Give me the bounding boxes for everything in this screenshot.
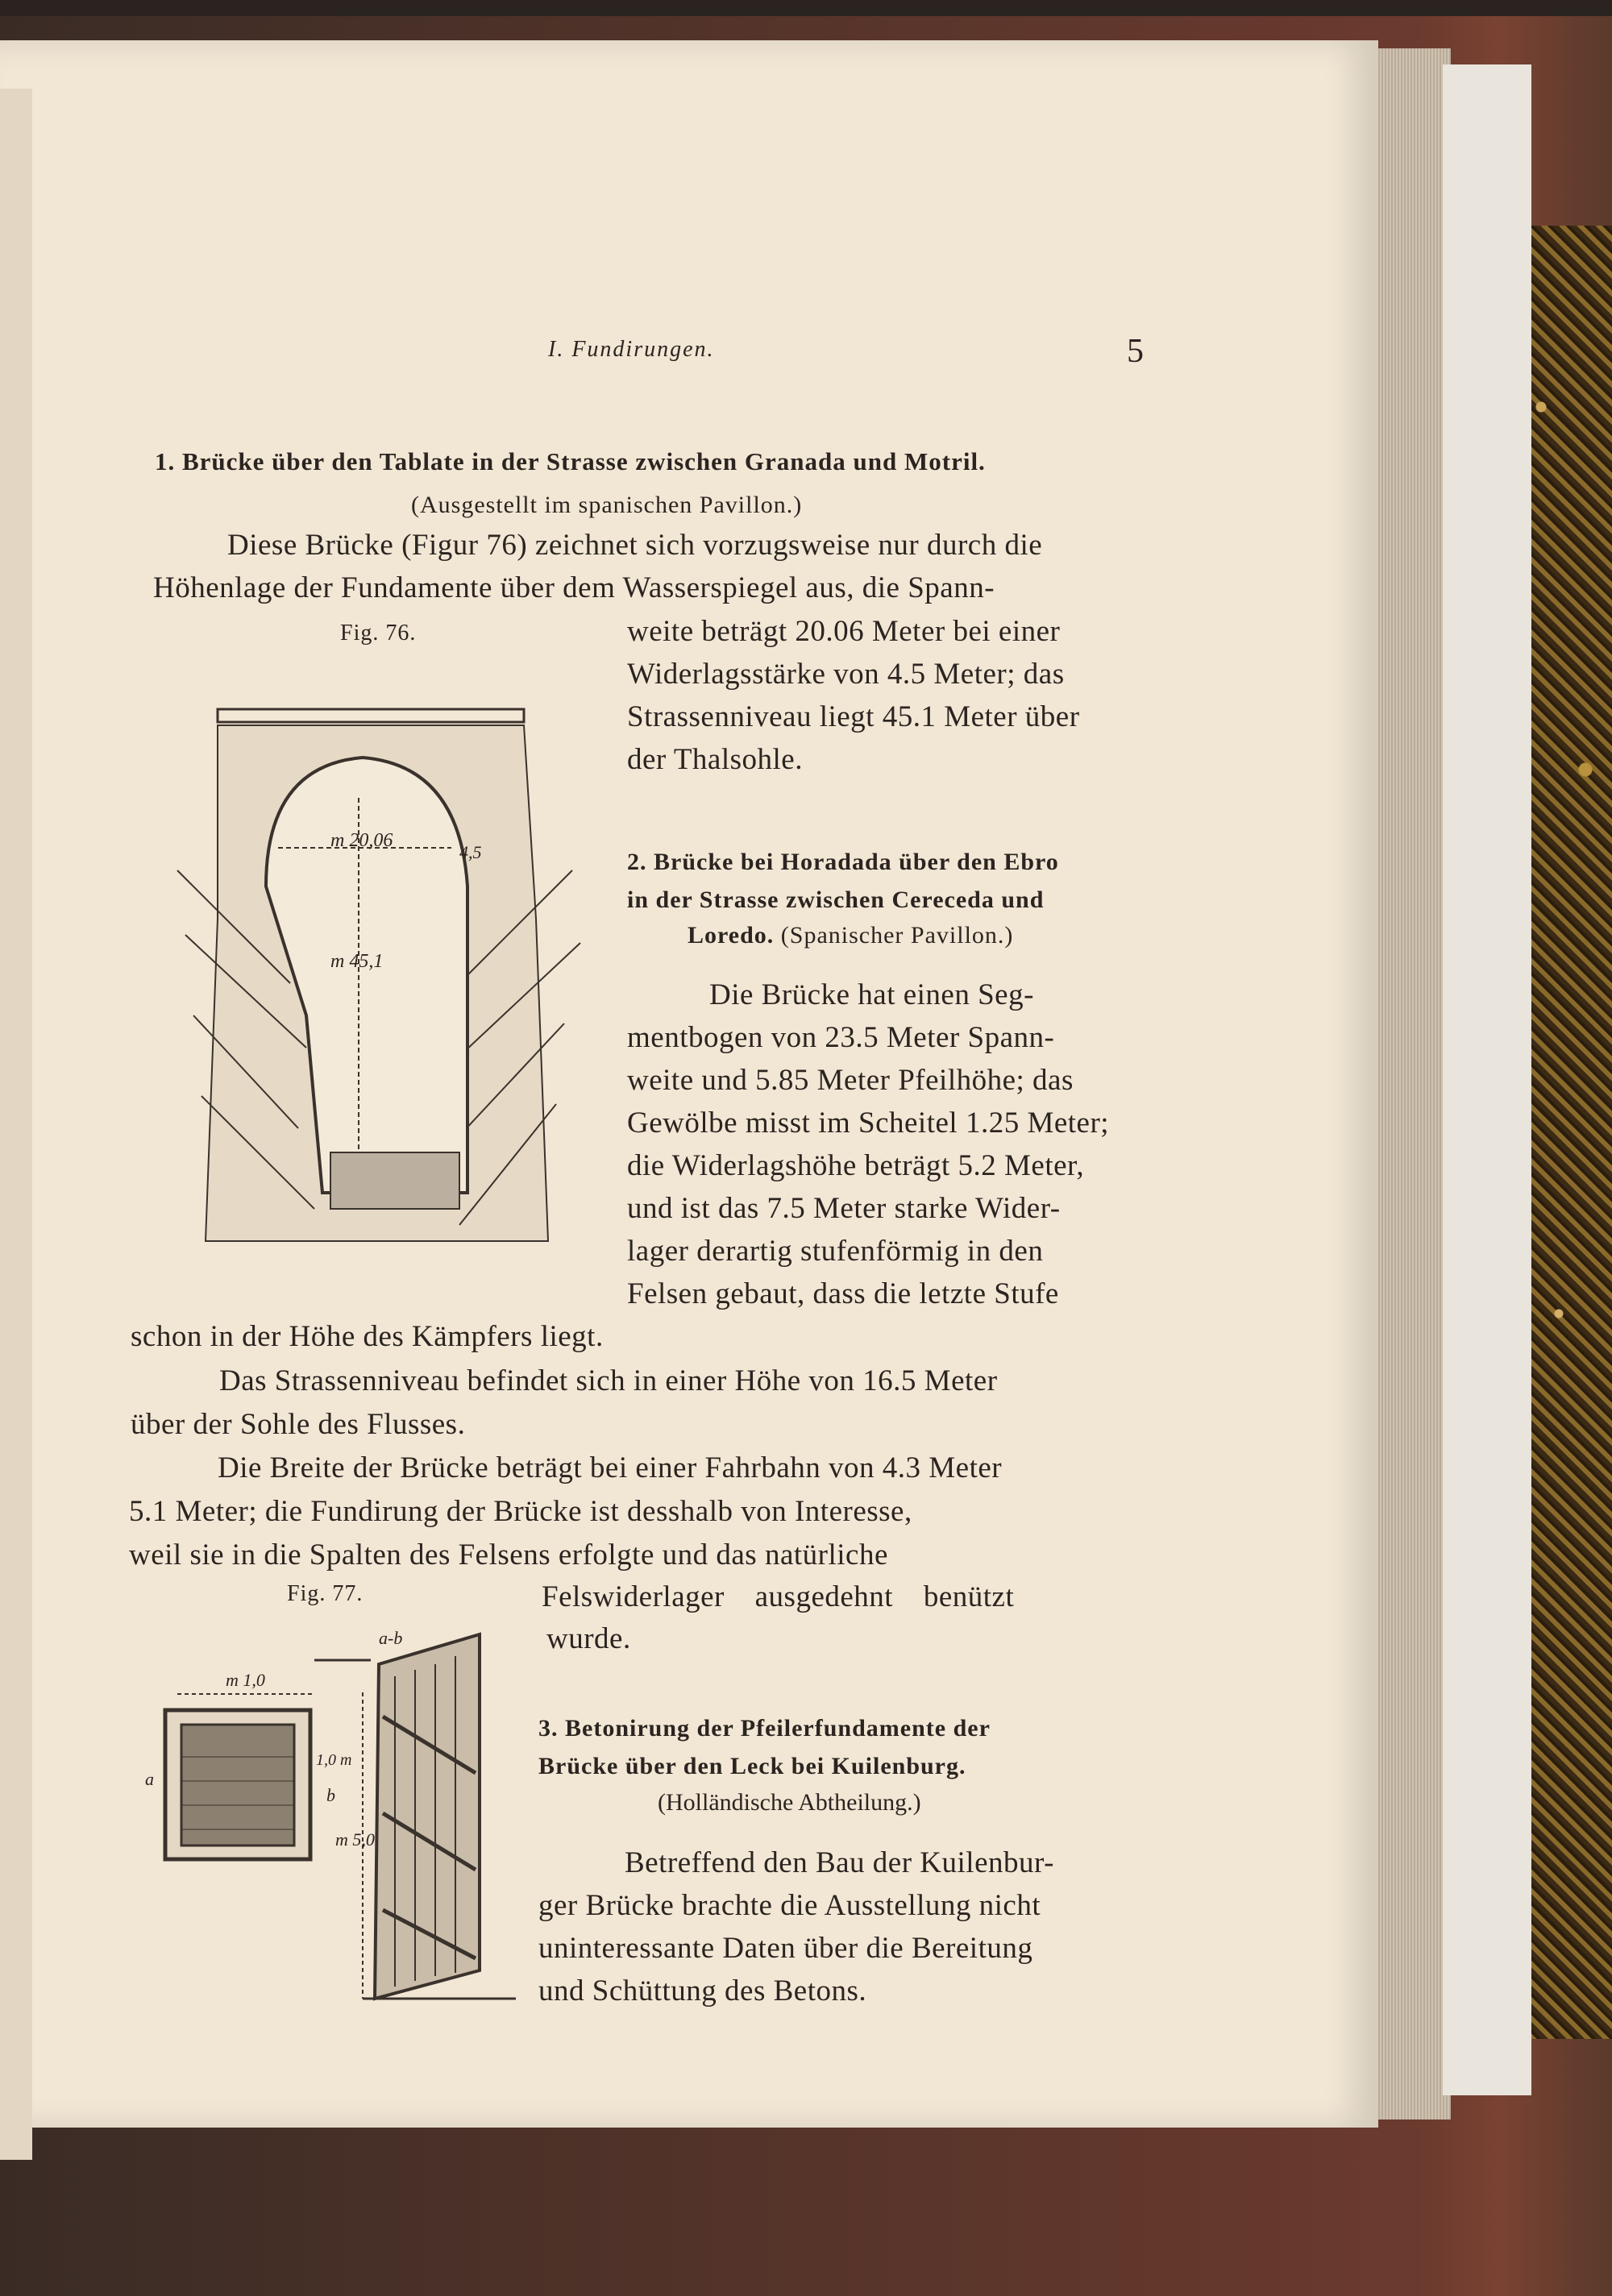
- section2-line: Felswiderlager ausgedehnt benützt: [542, 1580, 1015, 1613]
- section1-line: der Thalsohle.: [627, 743, 803, 776]
- section1-line: Höhenlage der Fundamente über dem Wasserspiegel aus, die Spann-: [153, 571, 995, 604]
- fig76-arch-bridge-drawing: [169, 677, 588, 1257]
- section2-heading-note: (Spanischer Pavillon.): [780, 922, 1014, 949]
- section2-line: lager derartig stufenförmig in den: [627, 1235, 1044, 1268]
- section3-heading: Brücke über den Leck bei Kuilenburg.: [538, 1753, 966, 1779]
- section2-heading-bold: Loredo.: [688, 922, 775, 949]
- fig77-label-a: a: [145, 1769, 154, 1789]
- section2-line: weite und 5.85 Meter Pfeilhöhe; das: [627, 1064, 1074, 1097]
- section2-line: schon in der Höhe des Kämpfers liegt.: [131, 1320, 604, 1353]
- section2-line: 5.1 Meter; die Fundirung der Brücke ist desshalb von Interesse,: [129, 1495, 912, 1528]
- fig77-dim-inner: 1,0 m: [316, 1751, 352, 1769]
- fig76-label: Fig. 76.: [340, 621, 417, 646]
- section2-line: die Widerlagshöhe beträgt 5.2 Meter,: [627, 1149, 1085, 1182]
- section2-line: Gewölbe misst im Scheitel 1.25 Meter;: [627, 1106, 1110, 1140]
- section1-line: Widerlagsstärke von 4.5 Meter; das: [627, 658, 1065, 691]
- book-page: [0, 40, 1378, 2128]
- previous-page-edge: [0, 89, 32, 2160]
- next-page: [1443, 64, 1531, 2095]
- fig77-caisson-drawing: [145, 1620, 524, 2007]
- section1-line: Diese Brücke (Figur 76) zeichnet sich vorzugsweise nur durch die: [227, 529, 1043, 562]
- section2-heading: in der Strasse zwischen Cereceda und: [627, 886, 1045, 913]
- section3-line: uninteressante Daten über die Bereitung: [538, 1932, 1033, 1965]
- section2-line: Die Breite der Brücke beträgt bei einer Fahrbahn von 4.3 Meter: [218, 1451, 1003, 1484]
- fig77-label: Fig. 77.: [287, 1581, 364, 1606]
- section1-subheading: (Ausgestellt im spanischen Pavillon.): [411, 492, 803, 518]
- section2-line: über der Sohle des Flusses.: [131, 1408, 466, 1441]
- section3-line: ger Brücke brachte die Ausstellung nicht: [538, 1889, 1041, 1922]
- section1-line: Strassenniveau liegt 45.1 Meter über: [627, 700, 1080, 733]
- fig77-label-b: b: [326, 1785, 335, 1805]
- section2-line: Die Brücke hat einen Seg-: [709, 978, 1034, 1011]
- section1-heading: 1. Brücke über den Tablate in der Strasse zwischen Granada und Motril.: [155, 447, 986, 475]
- section2-line: Das Strassenniveau befindet sich in einer Höhe von 16.5 Meter: [219, 1364, 998, 1397]
- section3-line: Betreffend den Bau der Kuilenbur-: [625, 1846, 1054, 1879]
- fig77-dim-width: m 1,0: [226, 1670, 265, 1690]
- section2-line: mentbogen von 23.5 Meter Spann-: [627, 1021, 1055, 1054]
- page-edges: [1370, 48, 1451, 2120]
- section2-heading: 2. Brücke bei Horadada über den Ebro: [627, 849, 1059, 875]
- section2-heading: [688, 922, 1013, 949]
- fig77-section-label: a-b: [379, 1628, 403, 1648]
- section3-subheading: (Holländische Abtheilung.): [658, 1789, 921, 1816]
- fig76-dim-span: m 20,06: [330, 830, 393, 851]
- running-head: I. Fundirungen.: [548, 337, 715, 362]
- section2-line: wurde.: [546, 1622, 631, 1655]
- marbled-endpaper: [1523, 226, 1612, 2039]
- section2-line: weil sie in die Spalten des Felsens erfolgte und das natürliche: [129, 1538, 888, 1571]
- page-number: 5: [1127, 333, 1144, 370]
- section2-line: und ist das 7.5 Meter starke Wider-: [627, 1192, 1061, 1225]
- fig77-dim-height: m 5,0: [335, 1829, 375, 1850]
- fig76-dim-side: 4,5: [459, 842, 482, 862]
- section3-heading: 3. Betonirung der Pfeilerfundamente der: [538, 1715, 991, 1742]
- section1-line: weite beträgt 20.06 Meter bei einer: [627, 615, 1061, 648]
- section3-line: und Schüttung des Betons.: [538, 1974, 867, 2007]
- fig76-dim-height: m 45,1: [330, 951, 384, 972]
- section2-line: Felsen gebaut, dass die letzte Stufe: [627, 1277, 1059, 1310]
